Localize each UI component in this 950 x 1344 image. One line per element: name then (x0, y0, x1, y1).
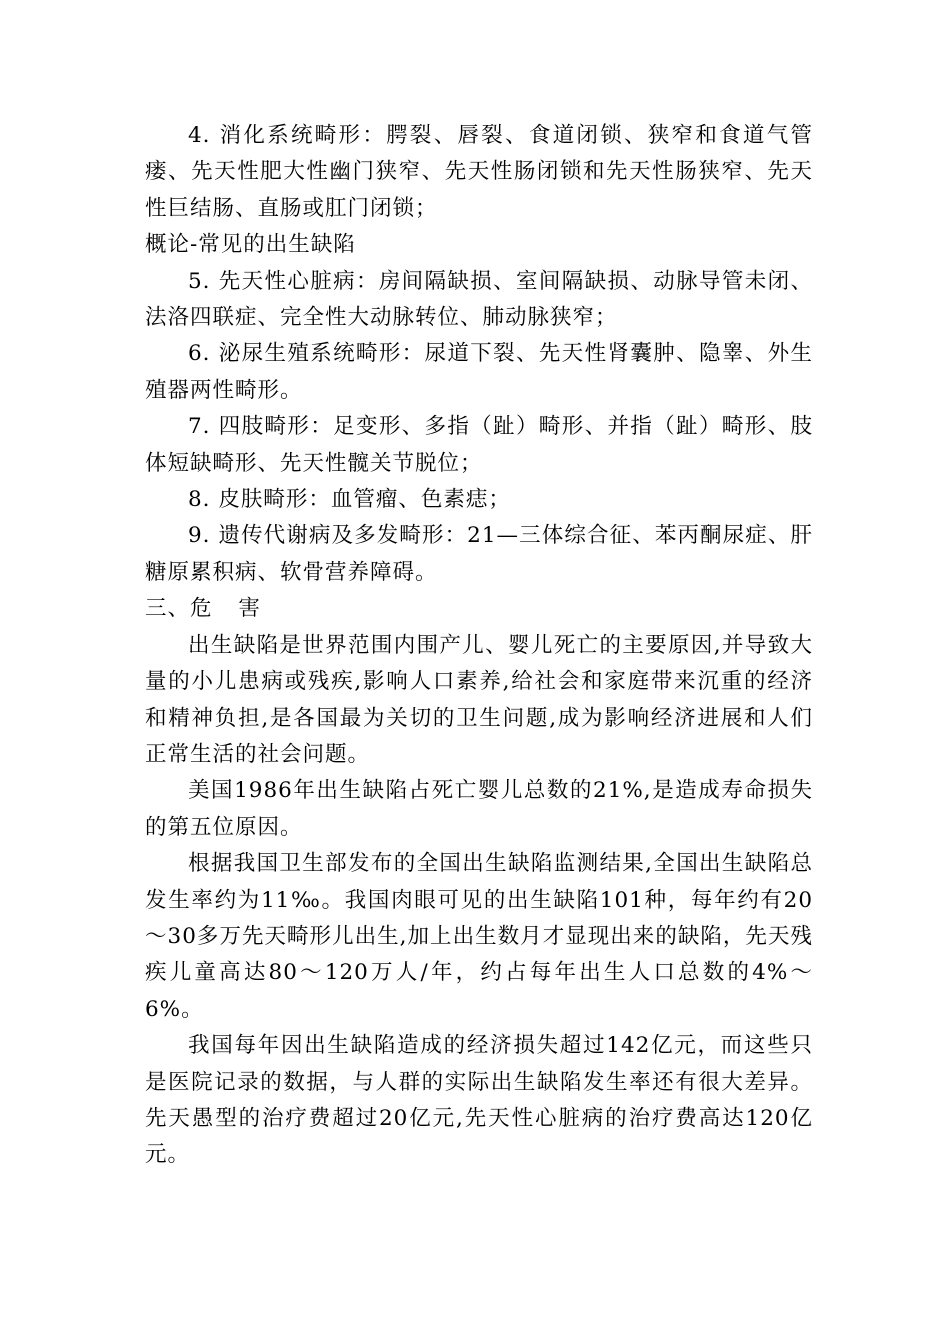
paragraph-us-statistics: 美国1986年出生缺陷占死亡婴儿总数的21%,是造成寿命损失的第五位原因。 (145, 778, 813, 840)
paragraph-harm-overview: 出生缺陷是世界范围内围产儿、婴儿死亡的主要原因,并导致大量的小儿患病或残疾,影响人口素养,给社会和家庭带来沉重的经济和精神负担,是各国最为关切的卫生问题,成为影响经济进展和人们正常生活的社会问题。 (145, 632, 813, 767)
document-body (145, 118, 813, 1174)
section-heading-suffix: 害 (238, 596, 260, 622)
section-label-common-birth-defects: 概论-常见的出生缺陷 (145, 232, 356, 258)
list-item-metabolic-multiple-malformations: 9. 遗传代谢病及多发畸形：21—三体综合征、苯丙酮尿症、肝糖原累积病、软骨营养障碍。 (145, 523, 813, 585)
list-item-urogenital-malformations: 6. 泌尿生殖系统畸形：尿道下裂、先天性肾囊肿、隐睾、外生殖器两性畸形。 (145, 341, 813, 403)
paragraph-china-incidence: 根据我国卫生部发布的全国出生缺陷监测结果,全国出生缺陷总发生率约为11‰。我国肉眼可见的出生缺陷101种，每年约有20～30多万先天畸形儿出生,加上出生数月才显现出来的缺陷，先天残疾儿童高达80～120万人/年，约占每年出生人口总数的4%～6%。 (145, 851, 813, 1022)
list-item-skin-malformations: 8. 皮肤畸形：血管瘤、色素痣； (188, 487, 511, 513)
section-heading-harm (145, 591, 813, 627)
list-item-digestive-malformations: 4. 消化系统畸形：腭裂、唇裂、食道闭锁、狭窄和食道气管瘘、先天性肥大性幽门狭窄、先天性肠闭锁和先天性肠狭窄、先天性巨结肠、直肠或肛门闭锁； (145, 123, 813, 221)
section-heading-prefix: 三、危 (145, 596, 213, 622)
list-item-limb-malformations: 7. 四肢畸形：足变形、多指（趾）畸形、并指（趾）畸形、肢体短缺畸形、先天性髋关节脱位； (145, 414, 813, 476)
list-item-congenital-heart-disease: 5. 先天性心脏病：房间隔缺损、室间隔缺损、动脉导管未闭、法洛四联症、完全性大动脉转位、肺动脉狭窄； (145, 268, 813, 331)
paragraph-economic-loss: 我国每年因出生缺陷造成的经济损失超过142亿元，而这些只是医院记录的数据，与人群的实际出生缺陷发生率还有很大差异。先天愚型的治疗费超过20亿元,先天性心脏病的治疗费高达120亿元。 (145, 1033, 813, 1168)
